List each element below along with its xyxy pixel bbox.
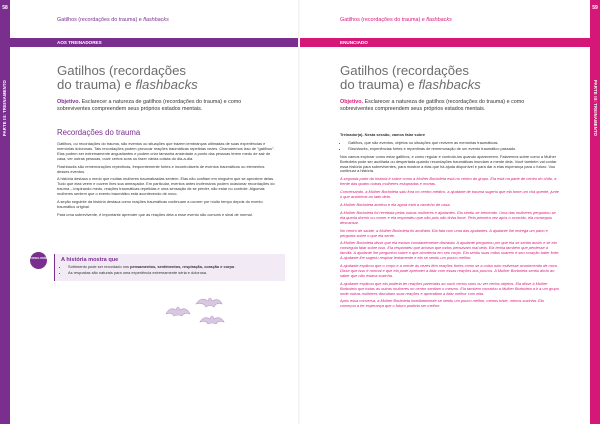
story-paragraph: A Mulher Borboleta disse que ela estava constantemente distraída. A ajudante perguntou por que ela se sentia assim e se ela conseguia falar sobre isso. Ela respondeu que achava que todos pensavam mal dela. Ela temia também que perdesse a família. A ajudante lhe perguntou sobre o que acontecia em seu corpo. Ela sentiu suas mãos suarem e seu coração bater forte. A ajudante lhe sugeriu respirar lentamente e ela se sentiu um pouco melhor. xyxy=(340,240,560,261)
side-label: PARTE III: TREINAMENTO xyxy=(593,80,598,137)
running-head-main: Gatilhos (recordações do trauma) e xyxy=(340,17,425,23)
list-item: • Flashbacks, experiências fortes e repentinas de rememoração de um evento traumático passado. xyxy=(348,147,560,152)
page-number: 59 xyxy=(592,5,598,11)
story-paragraph: Conversando, a Mulher Borboleta saiu fora no centro médico, a ajudante de trauma sugeriu que ela tome um chá quente, junte o que acontecia ao lado dela. xyxy=(340,189,559,200)
right-page xyxy=(300,0,600,424)
title-italic: flashbacks xyxy=(135,76,198,92)
intro xyxy=(340,133,560,138)
paragraph: A história destaca o medo que muitas mulheres traumatizadas sentem. Elas não confiam em ninguém que se aproxime delas. Tudo que elas veem e ouvem lhes soa ameaçador. Em particular, eventos antes inofensivos podem ocasionar recordações do trauma – inspirando medo, reações traumáticas repetidas e uma sensação de se perder, não estar no controle. Algumas mulheres sentem que o evento traumático está acontecendo de novo. xyxy=(57,176,275,197)
objective-label: Objetivo. xyxy=(57,99,81,105)
instructions: Nós vamos explorar como estar gatilhos, e como regular e controlá-los quando aparecerem. Falaremos sobre como a Mulher Borboleta pode ser auxiliada ou despertada quando recordações traumáticas inundam a mente dela. Você também vai contar essa história para sobreviventes, para mostrar a elas que há ajuda disponível e para dar a elas esperança para o futuro. Vou continuar a história. xyxy=(340,153,557,174)
page-title xyxy=(57,64,277,91)
callout-list xyxy=(61,265,281,276)
list-item: • Sofrimento pode ser recordado nos pensamentos, sentimentos, respiração, coração e corpo. xyxy=(68,265,281,270)
objective xyxy=(340,99,558,113)
objective-text: Esclarecer a natureza de gatilhos (recordações do trauma) e como sobreviventes compreendem seus próprios estados mentais. xyxy=(340,99,525,112)
title-italic: flashbacks xyxy=(418,76,481,92)
story-paragraph: A Mulher Borboleta aceitou e ela agora está a caminho de casa. xyxy=(340,201,451,207)
page-title xyxy=(340,64,570,91)
left-sidebar xyxy=(0,0,10,424)
subheading: Recordações do trauma xyxy=(57,128,141,137)
body-text xyxy=(340,133,560,312)
objective-label: Objetivo. xyxy=(340,99,364,105)
callout-box xyxy=(54,254,285,281)
bats-illustration xyxy=(156,294,236,334)
bat-icon xyxy=(196,298,222,307)
section-banner xyxy=(300,38,590,47)
running-head xyxy=(340,17,452,23)
story-paragraph: A segunda parte da história é sobre como a Mulher Borboleta está no centro do grupo. Ela está na parte de centro do chão, a frente das quatro outras mulheres estupradas e mortas. xyxy=(340,176,557,187)
title-line-1: Gatilhos (recordações xyxy=(340,63,470,78)
objective-text: Esclarecer a natureza de gatilhos (recordações do trauma) e como sobreviventes compreendem seus próprios estados mentais. xyxy=(57,99,242,112)
story-paragraph: Após essa conversa, a Mulher Borboleta imediatamente se sentiu um pouco melhor, menos triste, menos sozinha. Ela começou a ter esperança que o futuro poderia ser melhor. xyxy=(340,298,544,309)
title-line-2: do trauma) e xyxy=(340,76,415,92)
story-paragraph: A ajudante explicou que o corpo e a mente às vezes têm reações fortes como se a coisa ruim estivesse acontecendo de novo. Disse que isso é normal e que ela pode aprender a lidar com essas reações aos poucos. A Mulher Borboleta sentiu alívio ao saber que não estava sozinha. xyxy=(340,263,559,278)
bat-icon xyxy=(200,316,224,324)
section-banner xyxy=(10,38,298,47)
bat-icon xyxy=(166,307,190,316)
intro-text: Nesta sessão, vamos falar sobre xyxy=(364,132,426,137)
callout-title: A história mostra que xyxy=(61,257,119,263)
right-sidebar xyxy=(590,0,600,424)
story-paragraph: A ajudante explicou que ela poderia ter reações parecidas ao ouvir certos sons ou ver certos objetos. Ela disse à Mulher Borboleta que todas as outras mulheres no centro sentiam o mesmo. Ela também convidou a Mulher Borboleta a ir a um grupo onde outras mulheres discutiam suas reações e aprendiam a lidar melhor com elas. xyxy=(340,280,559,296)
running-head-main: Gatilhos (recordações do trauma) e xyxy=(57,17,142,23)
topic-list xyxy=(340,141,560,152)
conclusions-icon xyxy=(30,252,50,269)
story-paragraph: No centro de saúde, a Mulher Borboleta foi acolhida. Ela fala com uma das ajudantes. A ajudante lhe entrega um pano e pergunta sobre o que ela sente. xyxy=(340,227,548,238)
paragraph: A seção seguinte da história destaca como reações traumáticas continuam a ocorrer por muito tempo depois do evento traumático original. xyxy=(57,199,263,209)
list-item: • As respostas são naturais para uma experiência extremamente séria e dolorosa. xyxy=(68,271,281,276)
title-line-1: Gatilhos (recordações xyxy=(57,63,187,78)
list-item: • Gatilhos, que são eventos, objetos ou situações que revivem as memórias traumáticas. xyxy=(348,141,560,146)
section-banner-label: ENUNCIADO xyxy=(340,40,368,45)
story xyxy=(340,177,560,309)
running-head xyxy=(57,17,169,23)
running-head-italic: flashbacks xyxy=(426,17,452,23)
conclusions-icon-label: CONCLUSÕES xyxy=(30,256,50,260)
paragraph: Flashbacks são rememorações repentinas, frequentemente fortes e incontroláveis de eventos traumáticos ou elementos desses eventos. xyxy=(57,163,265,174)
paragraph: Para uma sobrevivente, é importante aprender que as reações dela a esse evento são comuns e sinal de normal. xyxy=(57,211,253,217)
intro-label: Treinador(a). xyxy=(340,132,364,137)
title-line-2: do trauma) e xyxy=(57,76,132,92)
side-label: PARTE III: TREINAMENTO xyxy=(2,80,7,137)
story-paragraph: A Mulher Borboleta foi recebida pelas outras mulheres e ajudantes. Ela sentiu-se tremendo. Uma das mulheres perguntou se ela queria dormir ou comer e ela respondeu que não pois não tinha fome. Pela primeira vez após o ocorrido, ela conseguiu descansar. xyxy=(340,209,556,225)
body-text xyxy=(57,142,275,221)
paragraph: Gatilhos, ou recordações do trauma, são eventos ou situações que trazem lembranças ultimadas de suas experiências e memórias dolorosas. Tais recordações podem provocar reações traumáticas repetidas vezes. Chamaremos isso de "gatilhos". Elas podem ser extremamente angustiantes e podem criar tamanha ansiedade a ponto das pessoas terem medo de sair de casa, ver outras pessoas, ouvir certos sons ou fazer várias coisas do dia-a-dia. xyxy=(57,141,275,161)
section-banner-label: AOS TREINADORES xyxy=(57,40,102,45)
page-number: 58 xyxy=(2,5,8,11)
running-head-italic: flashbacks xyxy=(143,17,169,23)
objective xyxy=(57,99,270,113)
